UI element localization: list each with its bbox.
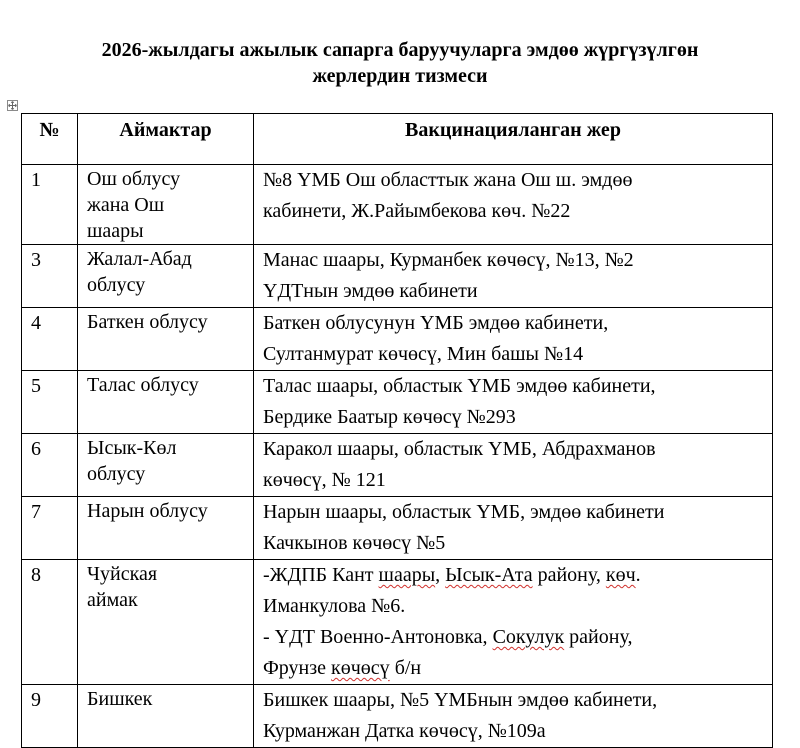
row-region xyxy=(78,685,254,748)
table-row xyxy=(22,308,773,371)
text-run: району, xyxy=(532,564,606,586)
header-place: Вакцинацияланган жер xyxy=(254,114,773,165)
place-line: Талас шаары, областык ҮМБ эмдөө кабинети, xyxy=(263,375,656,397)
place-line: Баткен облусунун ҮМБ эмдөө кабинети, xyxy=(263,312,609,334)
place-line: Манас шаары, Курманбек көчөсү, №13, №2 xyxy=(263,249,634,271)
row-num: 4 xyxy=(22,308,78,371)
row-num: 8 xyxy=(22,560,78,685)
place-line: кабинети, Ж.Райымбекова көч. №22 xyxy=(263,200,571,222)
spellcheck-word[interactable]: шаары xyxy=(378,564,436,586)
place-line: көчөсү, № 121 xyxy=(263,469,386,491)
text-run: Иманкулова №6. xyxy=(263,595,406,617)
text-run: району, xyxy=(564,626,633,648)
row-num: 5 xyxy=(22,371,78,434)
place-line xyxy=(263,622,772,653)
region-line: Жалал-Абад xyxy=(87,248,192,270)
region-line: жана Ош xyxy=(87,194,165,216)
row-place xyxy=(254,245,773,308)
title-line-1: 2026-жылдагы ажылык сапарга баруучуларга эмдөө жүргүзүлгөн xyxy=(101,39,699,61)
spellcheck-word[interactable]: көчөсү xyxy=(331,657,390,679)
row-place xyxy=(254,308,773,371)
row-place xyxy=(254,497,773,560)
vaccination-places-table xyxy=(21,113,773,748)
text-run: б/н xyxy=(389,657,422,679)
table-header-row xyxy=(22,114,773,165)
region-line: аймак xyxy=(87,589,138,611)
spellcheck-word[interactable]: Ысык-Ата xyxy=(445,564,533,586)
text-run: Фрунзе xyxy=(263,657,332,679)
place-line: Бердике Баатыр көчөсү №293 xyxy=(263,406,516,428)
table-row xyxy=(22,497,773,560)
row-place xyxy=(254,685,773,748)
row-region xyxy=(78,245,254,308)
place-line xyxy=(263,653,772,684)
title-line-2: жерлердин тизмеси xyxy=(312,65,488,87)
table-row xyxy=(22,371,773,434)
region-line: облусу xyxy=(87,463,146,485)
row-num: 3 xyxy=(22,245,78,308)
row-place xyxy=(254,434,773,497)
table-row xyxy=(22,434,773,497)
region-line: Чуйская xyxy=(87,563,158,585)
place-line: Султанмурат көчөсү, Мин башы №14 xyxy=(263,343,584,365)
region-line: шаары xyxy=(87,220,144,242)
table-row xyxy=(22,165,773,245)
table-row xyxy=(22,245,773,308)
row-region xyxy=(78,497,254,560)
spellcheck-word[interactable]: көч xyxy=(605,564,636,586)
row-num: 6 xyxy=(22,434,78,497)
row-region xyxy=(78,560,254,685)
row-num: 9 xyxy=(22,685,78,748)
header-num: № xyxy=(22,114,78,165)
place-line xyxy=(263,591,772,622)
region-line: Талас облусу xyxy=(87,374,199,396)
place-line: Бишкек шаары, №5 ҮМБнын эмдөө кабинети, xyxy=(263,689,658,711)
region-line: Ысык-Көл xyxy=(87,437,177,459)
row-region xyxy=(78,165,254,245)
row-place xyxy=(254,371,773,434)
row-region xyxy=(78,308,254,371)
spellcheck-word[interactable]: Сокулук xyxy=(492,626,565,648)
row-region xyxy=(78,371,254,434)
region-line: Бишкек xyxy=(87,688,153,710)
region-line: Ош облусу xyxy=(87,168,181,190)
place-line xyxy=(263,560,772,591)
region-line: Нарын облусу xyxy=(87,500,208,522)
row-place xyxy=(254,165,773,245)
place-line: Нарын шаары, областык ҮМБ, эмдөө кабинети xyxy=(263,501,665,523)
row-num: 7 xyxy=(22,497,78,560)
document-title xyxy=(0,37,800,89)
row-place xyxy=(254,560,773,685)
row-region xyxy=(78,434,254,497)
text-run: - ҮДТ Военно-Антоновка, xyxy=(263,626,493,648)
place-line: ҮДТнын эмдөө кабинети xyxy=(263,280,478,302)
place-line: Качкынов көчөсү №5 xyxy=(263,532,446,554)
place-line: №8 ҮМБ Ош областтык жана Ош ш. эмдөө xyxy=(263,169,633,191)
place-line: Курманжан Датка көчөсү, №109а xyxy=(263,720,546,742)
table-move-handle-icon[interactable] xyxy=(7,100,18,111)
table-row xyxy=(22,685,773,748)
text-run: . xyxy=(635,564,641,586)
region-line: облусу xyxy=(87,274,146,296)
row-num: 1 xyxy=(22,165,78,245)
table-row xyxy=(22,560,773,685)
header-region: Аймактар xyxy=(78,114,254,165)
place-line: Каракол шаары, областык ҮМБ, Абдрахманов xyxy=(263,438,656,460)
text-run: -ЖДПБ Кант xyxy=(263,564,379,586)
text-run: , xyxy=(435,564,446,586)
region-line: Баткен облусу xyxy=(87,311,208,333)
